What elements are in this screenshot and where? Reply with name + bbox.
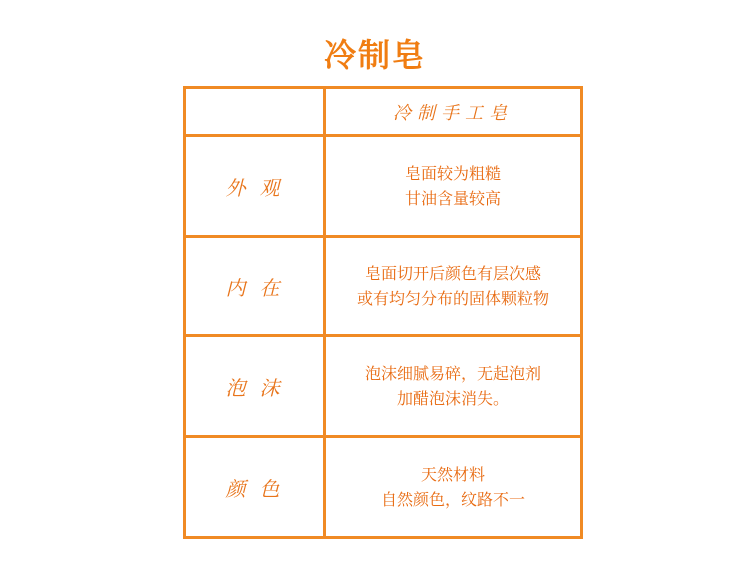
row-label-cell (186, 337, 326, 438)
row-label-interior: 内在 (225, 275, 294, 300)
row-desc-cell (326, 438, 580, 536)
header-cell (326, 89, 580, 137)
row-desc-lather: 泡沫细腻易碎，无起泡剂 加醋泡沫消失。 (364, 364, 541, 408)
row-label-cell (186, 438, 326, 536)
header-empty-cell (186, 89, 326, 137)
row-label-lather: 泡沫 (225, 375, 294, 400)
row-label-appearance: 外观 (225, 175, 294, 200)
comparison-table (183, 86, 583, 539)
row-desc-cell (326, 238, 580, 337)
header-label: 冷制手工皂 (393, 102, 513, 124)
row-label-cell (186, 238, 326, 337)
row-desc-color: 天然材料 自然颜色，纹路不一 (380, 465, 525, 509)
row-label-cell (186, 137, 326, 238)
row-desc-cell (326, 337, 580, 438)
row-desc-cell (326, 137, 580, 238)
row-desc-interior: 皂面切开后颜色有层次感 或有均匀分布的固体颗粒物 (356, 264, 549, 308)
row-desc-appearance: 皂面较为粗糙 甘油含量较高 (404, 164, 501, 208)
page-title: 冷制皂 (323, 36, 426, 74)
row-label-color: 颜色 (225, 476, 294, 501)
